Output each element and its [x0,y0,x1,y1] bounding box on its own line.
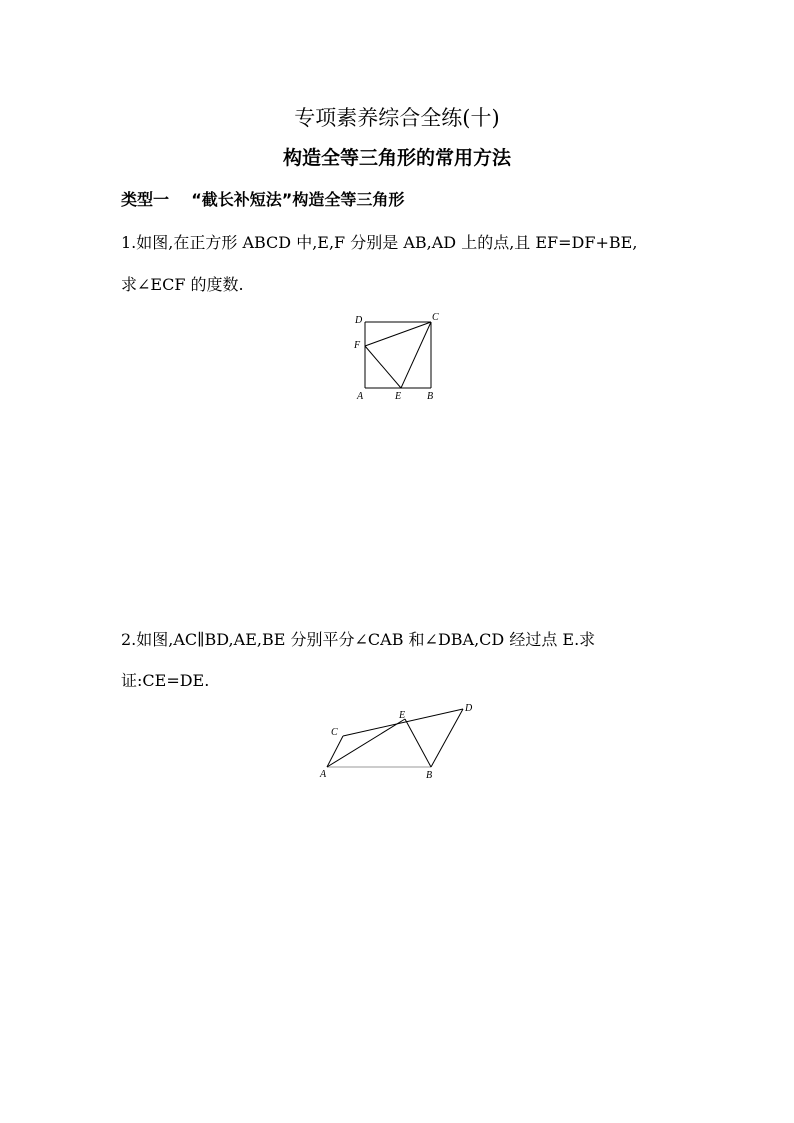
label-D: D [465,703,473,714]
page-title: 专项素养综合全练(十) [294,106,500,130]
page-subtitle: 构造全等三角形的常用方法 [282,147,511,169]
segment-CE [401,322,431,388]
question-2-line-1: 2.如图,AC∥BD,AE,BE 分别平分∠CAB 和∠DBA,CD 经过点 E.求 [121,630,596,649]
label-D: D [355,315,363,326]
segment-BD [431,709,463,767]
label-B: B [426,770,433,781]
segment-BE [405,719,431,767]
label-A: A [320,769,327,780]
label-F: F [354,340,361,351]
segment-FE [365,346,401,388]
question-2-figure [315,698,481,784]
label-C: C [331,727,338,738]
label-B: B [427,391,434,402]
question-1-line-1: 1.如图,在正方形 ABCD 中,E,F 分别是 AB,AD 上的点,且 EF=DF+BE, [121,233,638,252]
segment-AE [327,719,405,767]
label-E: E [399,710,406,721]
segment-CF [365,322,431,346]
question-1-figure [348,308,448,404]
label-A: A [357,391,364,402]
label-C: C [432,312,439,323]
section-heading: 类型一 “截长补短法”构造全等三角形 [121,190,405,209]
label-E: E [395,391,402,402]
question-1-line-2: 求∠ECF 的度数. [121,275,244,294]
question-2-line-2: 证:CE=DE. [121,671,210,690]
